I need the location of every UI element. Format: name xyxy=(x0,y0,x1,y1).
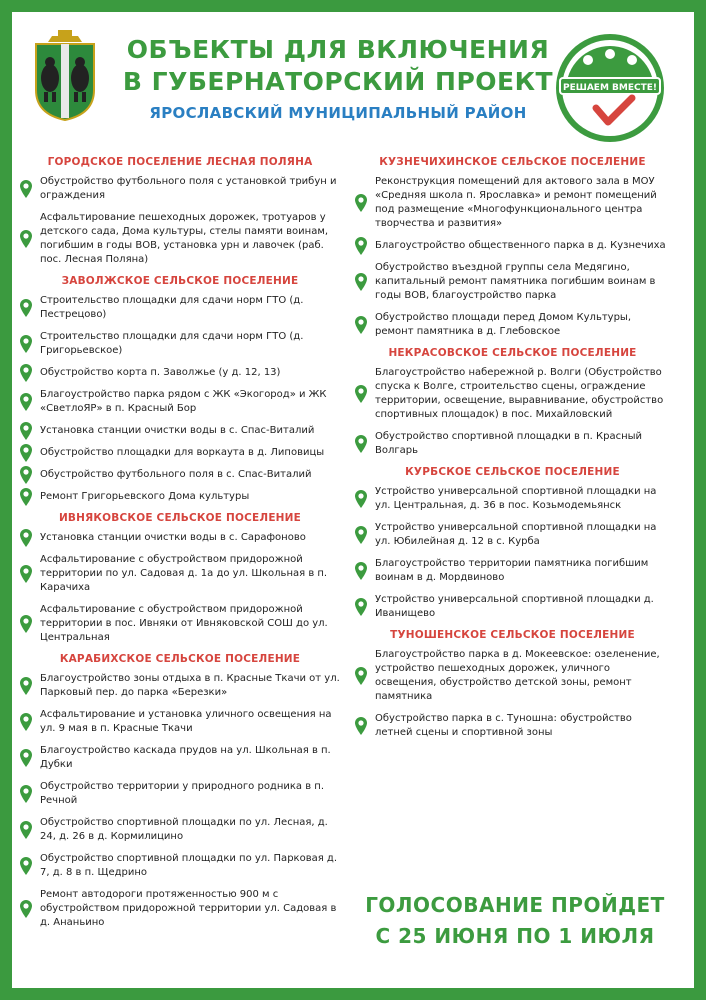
project-item xyxy=(355,557,670,585)
project-item xyxy=(355,521,670,549)
map-pin-icon xyxy=(20,529,32,547)
project-item-text: Благоустройство набережной р. Волги (Обустройство спуска к Волге, строительство сцены, ограждение территории, освещение, выравнивание, обустройство спортивных площадок) в пос. Михайловский xyxy=(375,367,664,420)
project-item xyxy=(20,672,340,700)
left-column xyxy=(20,148,340,938)
map-pin-icon xyxy=(355,435,367,453)
map-pin-icon xyxy=(355,194,367,212)
project-item-text: Асфальтирование с обустройством придорожной территории в пос. Ивняки от Ивняковской СОШ до ул. Центральная xyxy=(40,604,328,643)
project-item xyxy=(20,211,340,267)
map-pin-icon xyxy=(20,335,32,353)
vote-line-2: С 25 ИЮНЯ ПО 1 ИЮЛЯ xyxy=(375,924,655,948)
project-item-text: Обустройство футбольного поля с установкой трибун и ограждения xyxy=(40,176,337,201)
map-pin-icon xyxy=(20,466,32,484)
project-item xyxy=(355,261,670,303)
settlement-title: ЗАВОЛЖСКОЕ СЕЛЬСКОЕ ПОСЕЛЕНИЕ xyxy=(61,275,299,287)
project-item-text: Обустройство спортивной площадки по ул. Лесная, д. 24, д. 26 в д. Кормилицино xyxy=(40,817,328,842)
settlement-title: КУРБСКОЕ СЕЛЬСКОЕ ПОСЕЛЕНИЕ xyxy=(405,466,620,478)
project-item-text: Асфальтирование пешеходных дорожек, тротуаров у детского сада, Дома культуры, стелы памяти воинам, погибшим в годы ВОВ, установка урн и лавочек (раб. пос. Лесная Поляна) xyxy=(40,212,329,265)
project-item xyxy=(20,468,340,482)
project-item-text: Обустройство территории у природного родника в п. Речной xyxy=(40,781,325,806)
project-item xyxy=(20,708,340,736)
project-item-text: Обустройство спортивной площадки по ул. Парковая д. 7, д. 8 в п. Щедрино xyxy=(40,853,338,878)
map-pin-icon xyxy=(355,598,367,616)
project-item-text: Обустройство площадки для воркаута в д. Липовицы xyxy=(40,447,325,458)
settlement-section xyxy=(20,653,340,930)
project-item xyxy=(20,366,340,380)
map-pin-icon xyxy=(355,667,367,685)
coat-of-arms-icon xyxy=(30,30,100,122)
project-item-text: Строительство площадки для сдачи норм ГТО (д. Пестрецово) xyxy=(40,295,304,320)
map-pin-icon xyxy=(355,526,367,544)
project-item-text: Ремонт Григорьевского Дома культуры xyxy=(40,491,250,502)
project-item-text: Обустройство корта п. Заволжье (у д. 12, 13) xyxy=(40,367,281,378)
project-item-text: Установка станции очистки воды в с. Спас-Виталий xyxy=(40,425,315,436)
project-item xyxy=(20,490,340,504)
project-item xyxy=(355,593,670,621)
project-item xyxy=(355,430,670,458)
project-item xyxy=(20,175,340,203)
project-item xyxy=(20,531,340,545)
settlement-title: ГОРОДСКОЕ ПОСЕЛЕНИЕ ЛЕСНАЯ ПОЛЯНА xyxy=(47,156,313,168)
settlement-title: ИВНЯКОВСКОЕ СЕЛЬСКОЕ ПОСЕЛЕНИЕ xyxy=(58,512,302,524)
project-item-text: Обустройство площади перед Домом Культуры, ремонт памятника в д. Глебовское xyxy=(375,312,632,337)
project-item-text: Благоустройство общественного парка в д. Кузнечиха xyxy=(375,240,666,251)
map-pin-icon xyxy=(20,299,32,317)
project-item-text: Обустройство въездной группы села Медягино, капитальный ремонт памятника погибшим воинам в годы ВОВ, благоустройство парка xyxy=(375,262,656,301)
map-pin-icon xyxy=(355,562,367,580)
map-pin-icon xyxy=(355,316,367,334)
map-pin-icon xyxy=(20,900,32,918)
project-item-text: Устройство универсальной спортивной площадки д. Иванищево xyxy=(375,594,654,619)
map-pin-icon xyxy=(20,677,32,695)
map-pin-icon xyxy=(20,364,32,382)
map-pin-icon xyxy=(355,490,367,508)
project-item xyxy=(355,175,670,231)
settlement-title: КУЗНЕЧИХИНСКОЕ СЕЛЬСКОЕ ПОСЕЛЕНИЕ xyxy=(379,156,646,168)
map-pin-icon xyxy=(20,821,32,839)
project-item-text: Благоустройство парка рядом с ЖК «Экогород» и ЖК «СветлоЯР» в п. Красный Бор xyxy=(40,389,327,414)
project-item xyxy=(355,366,670,422)
project-item xyxy=(20,446,340,460)
map-pin-icon xyxy=(355,273,367,291)
logo-text: РЕШАЕМ ВМЕСТЕ! xyxy=(562,83,658,93)
map-pin-icon xyxy=(355,717,367,735)
voting-dates xyxy=(360,890,670,952)
settlement-section xyxy=(20,275,340,504)
project-item xyxy=(20,294,340,322)
map-pin-icon xyxy=(20,180,32,198)
settlement-section xyxy=(355,156,670,339)
settlement-title: НЕКРАСОВСКОЕ СЕЛЬСКОЕ ПОСЕЛЕНИЕ xyxy=(388,347,637,359)
map-pin-icon xyxy=(20,565,32,583)
settlement-section xyxy=(355,347,670,458)
project-item-text: Устройство универсальной спортивной площадки на ул. Центральная, д. 36 в пос. Козьмодемьянск xyxy=(375,486,657,511)
project-item xyxy=(20,553,340,595)
project-item xyxy=(20,424,340,438)
project-item-text: Благоустройство территории памятника погибшим воинам в д. Мордвиново xyxy=(375,558,649,583)
project-item-text: Строительство площадки для сдачи норм ГТО (д. Григорьевское) xyxy=(40,331,304,356)
project-item xyxy=(355,648,670,704)
settlement-title: ТУНОШЕНСКОЕ СЕЛЬСКОЕ ПОСЕЛЕНИЕ xyxy=(390,629,635,641)
settlement-section xyxy=(355,629,670,740)
project-item-text: Обустройство парка в с. Туношна: обустройство летней сцены и спортивной зоны xyxy=(375,713,632,738)
map-pin-icon xyxy=(20,785,32,803)
project-item-text: Благоустройство парка в д. Мокеевское: озеленение, устройство пешеходных дорожек, уличного освещения, обустройство детской зоны, ремонт памятника xyxy=(375,649,660,702)
settlement-section xyxy=(20,512,340,645)
map-pin-icon xyxy=(20,615,32,633)
project-item xyxy=(20,888,340,930)
settlement-title: КАРАБИХСКОЕ СЕЛЬСКОЕ ПОСЕЛЕНИЕ xyxy=(59,653,301,665)
project-item xyxy=(20,780,340,808)
project-item xyxy=(355,239,670,253)
vote-line-1: ГОЛОСОВАНИЕ ПРОЙДЕТ xyxy=(365,893,665,917)
map-pin-icon xyxy=(20,488,32,506)
project-item-text: Благоустройство каскада прудов на ул. Школьная в п. Дубки xyxy=(40,745,331,770)
map-pin-icon xyxy=(20,422,32,440)
map-pin-icon xyxy=(20,749,32,767)
map-pin-icon xyxy=(20,713,32,731)
map-pin-icon xyxy=(20,230,32,248)
project-item xyxy=(20,744,340,772)
map-pin-icon xyxy=(20,444,32,462)
right-column xyxy=(355,148,670,748)
project-item-text: Ремонт автодороги протяженностью 900 м с обустройством придорожной территории ул. Садовая в д. Ананьино xyxy=(40,889,337,928)
project-item-text: Асфальтирование и установка уличного освещения на ул. 9 мая в п. Красные Ткачи xyxy=(40,709,332,734)
poster-subtitle: ЯРОСЛАВСКИЙ МУНИЦИПАЛЬНЫЙ РАЙОН xyxy=(149,104,527,122)
reshaem-vmeste-logo xyxy=(552,30,668,146)
project-item xyxy=(20,388,340,416)
project-item xyxy=(20,852,340,880)
title-line-2: В ГУБЕРНАТОРСКИЙ ПРОЕКТ xyxy=(122,67,554,96)
project-item xyxy=(20,330,340,358)
project-item-text: Благоустройство зоны отдыха в п. Красные Ткачи от ул. Парковый пер. до парка «Березки» xyxy=(40,673,340,698)
project-item-text: Обустройство спортивной площадки в п. Красный Волгарь xyxy=(375,431,643,456)
map-pin-icon xyxy=(355,385,367,403)
project-item xyxy=(355,712,670,740)
title-line-1: ОБЪЕКТЫ ДЛЯ ВКЛЮЧЕНИЯ xyxy=(126,35,550,64)
map-pin-icon xyxy=(20,393,32,411)
project-item-text: Устройство универсальной спортивной площадки на ул. Юбилейная д. 12 в с. Курба xyxy=(375,522,657,547)
project-item xyxy=(355,311,670,339)
map-pin-icon xyxy=(20,857,32,875)
map-pin-icon xyxy=(355,237,367,255)
project-item xyxy=(355,485,670,513)
settlement-section xyxy=(355,466,670,621)
project-item xyxy=(20,603,340,645)
project-item-text: Реконструкция помещений для актового зала в МОУ «Средняя школа п. Ярославка» и ремонт помещений под размещение «Многофункционального центра творчества и развития» xyxy=(375,176,657,229)
project-item-text: Асфальтирование с обустройством придорожной территории по ул. Садовая д. 1а до ул. Школьная в п. Карачиха xyxy=(40,554,328,593)
project-item xyxy=(20,816,340,844)
poster-title xyxy=(118,34,558,98)
project-item-text: Обустройство футбольного поля в с. Спас-Виталий xyxy=(40,469,312,480)
project-item-text: Установка станции очистки воды в с. Сарафоново xyxy=(40,532,306,543)
settlement-section xyxy=(20,156,340,267)
